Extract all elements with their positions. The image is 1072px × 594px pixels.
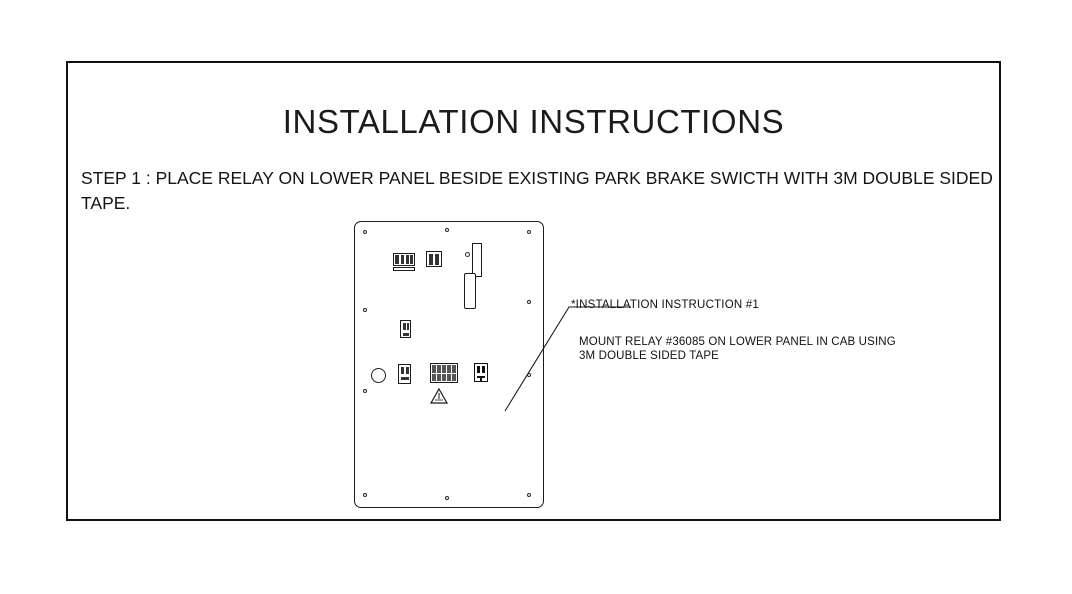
document-frame (66, 61, 1001, 521)
warning-triangle-graphic (354, 221, 544, 508)
callout-body (579, 335, 909, 363)
panel-diagram (354, 221, 544, 508)
step-1-instruction: STEP 1 : PLACE RELAY ON LOWER PANEL BESIDE EXISTING PARK BRAKE SWICTH WITH 3M DOUBLE SIDED TAPE. (81, 168, 993, 213)
callout-body-line-1: MOUNT RELAY #36085 ON LOWER PANEL IN CAB USING (579, 336, 896, 348)
callout-leader-line (565, 299, 925, 429)
callout-body-line-2: 3M DOUBLE SIDED TAPE (579, 350, 719, 362)
installation-callout (565, 299, 925, 429)
page-title: INSTALLATION INSTRUCTIONS (282, 103, 785, 140)
relay-36085 (474, 363, 488, 382)
callout-title: *INSTALLATION INSTRUCTION #1 (571, 299, 759, 311)
